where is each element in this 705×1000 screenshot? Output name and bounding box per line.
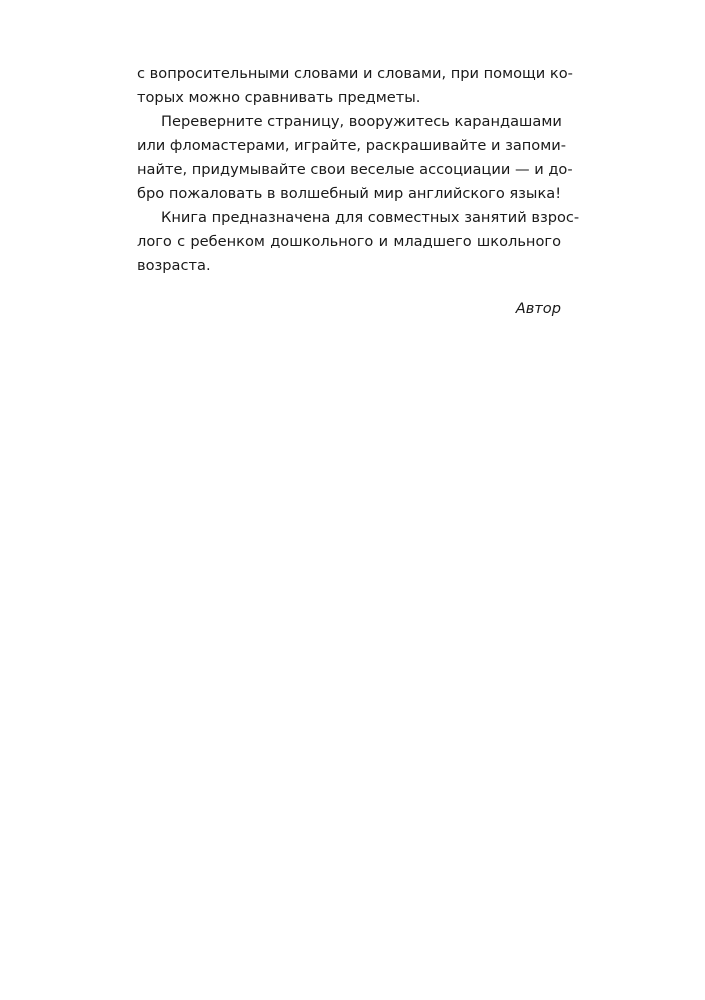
- text-line: торых можно сравнивать предметы.: [137, 89, 421, 106]
- text-line: найте, придумывайте свои веселые ассоциации — и до-: [137, 161, 573, 178]
- text-line: Книга предназначена для совместных занятий взрос-: [161, 209, 580, 226]
- text-line: возраста.: [137, 257, 211, 274]
- text-line: Переверните страницу, вооружитесь карандашами: [161, 113, 562, 130]
- text-line: лого с ребенком дошкольного и младшего школьного: [137, 233, 561, 250]
- text-line: или фломастерами, играйте, раскрашивайте и запоми-: [137, 137, 566, 154]
- text-line: бро пожаловать в волшебный мир английского языка!: [137, 185, 562, 202]
- text-line: с вопросительными словами и словами, при помощи ко-: [137, 65, 573, 82]
- body-text: [137, 62, 580, 278]
- author-signature: Автор: [515, 300, 561, 317]
